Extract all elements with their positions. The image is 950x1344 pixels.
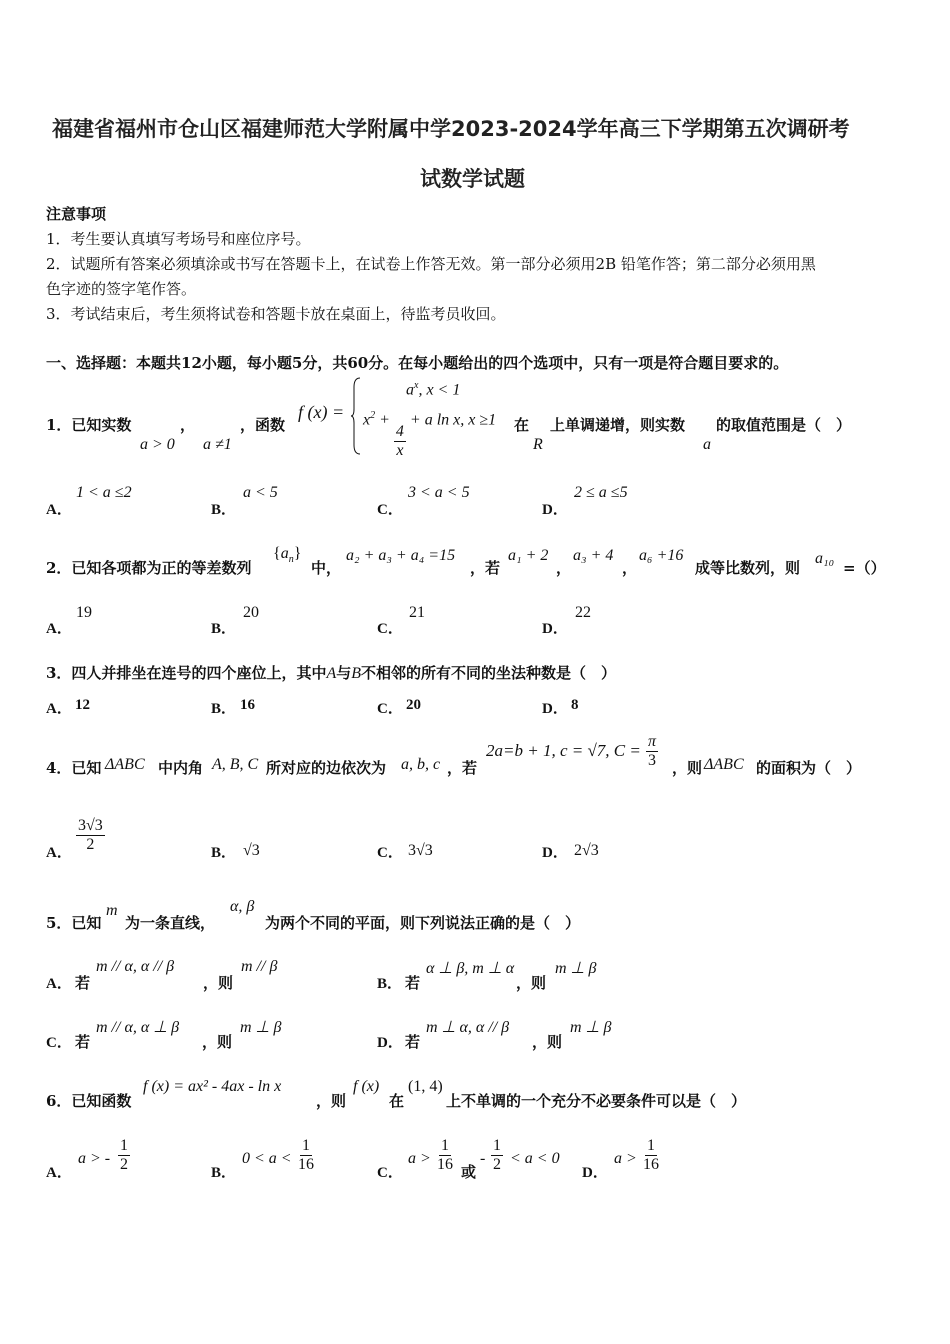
q4-option-b-label: B． xyxy=(211,845,237,861)
q2-option-a-label: A． xyxy=(46,621,72,637)
q4-sides: a, b, c xyxy=(401,756,441,773)
notice-item-2: 2．试题所有答案必须填涂或书写在答题卡上，在试卷上作答无效。第一部分必须用2B 铅笔作答；第二部分必须用黑 xyxy=(46,255,816,273)
q2-stem-e: =（） xyxy=(843,559,886,577)
q1-option-a: 1 < a ≤2 xyxy=(76,484,132,501)
q4-stem-e: ，则 xyxy=(672,759,703,777)
q6-option-b-label: B． xyxy=(211,1165,237,1181)
q5-option-c-res: m ⊥ β xyxy=(240,1019,282,1036)
q6-option-d-den: 16 xyxy=(643,1155,659,1173)
q5-planes: α, β xyxy=(230,898,255,915)
q2-ask: a₁₀ xyxy=(815,550,835,567)
q6-option-c-post2: < a < 0 xyxy=(510,1150,560,1167)
q4-angles: A, B, C xyxy=(212,756,259,773)
q2-option-c: 21 xyxy=(409,604,425,621)
q6-option-c-pre: a > xyxy=(408,1150,431,1167)
notice-item-3: 3．考试结束后，考生须将试卷和答题卡放在桌面上，待监考员收回。 xyxy=(46,305,506,323)
q2-stem-c: ，若 xyxy=(470,559,501,577)
q6-option-b-pre: 0 < a < xyxy=(242,1150,292,1167)
q5-option-c-if: 若 xyxy=(75,1033,91,1051)
q1-stem-b: ， xyxy=(180,416,196,434)
q1-option-c-label: C． xyxy=(377,502,403,518)
q1-case2-tail: + a ln x, x ≥1 xyxy=(405,411,497,429)
q1-stem-e: 上单调递增，则实数 xyxy=(550,416,686,434)
q1-option-d-label: D． xyxy=(542,502,568,518)
q4-stem-c: 所对应的边依次为 xyxy=(266,759,387,777)
q6-interval: (1, 4) xyxy=(408,1078,443,1095)
q4-stem-b: 中内角 xyxy=(158,759,204,777)
q6-option-a-num: 1 xyxy=(120,1137,128,1154)
q2-seq xyxy=(273,545,301,565)
page-title-line2: 试数学试题 xyxy=(420,167,525,191)
q5-option-c-then: ，则 xyxy=(202,1033,233,1051)
q5-option-b-then: ，则 xyxy=(516,974,547,992)
q1-case2-mid: + xyxy=(375,411,394,429)
q5-option-b-cond: α ⊥ β, m ⊥ α xyxy=(426,960,515,977)
q6-option-d-label: D． xyxy=(582,1165,608,1181)
q2-seq-base: a xyxy=(280,545,289,562)
q1-stem-f: 的取值范围是（ ） xyxy=(716,416,852,434)
notice-heading: 注意事项 xyxy=(46,205,107,223)
q6-option-a-frac xyxy=(118,1137,130,1173)
q1-case-2 xyxy=(363,410,496,460)
q4-tri: ΔABC xyxy=(105,756,145,773)
q2-stem-d: 成等比数列，则 xyxy=(695,559,801,577)
q3-option-a-label: A． xyxy=(46,701,72,717)
q2-term-3: a₆ +16 xyxy=(639,547,684,564)
q4-option-c: 3√3 xyxy=(408,842,433,859)
q6-option-c-frac2 xyxy=(491,1137,503,1173)
q5-option-d-cond: m ⊥ α, α // β xyxy=(426,1019,510,1036)
q2-option-d: 22 xyxy=(575,604,591,621)
q1-case2-exp: 2 xyxy=(370,410,376,421)
q5-option-a-label: A． xyxy=(46,976,72,992)
q4-cond-den: 3 xyxy=(648,751,656,769)
q5-option-d-label: D． xyxy=(377,1035,403,1051)
q1-option-d: 2 ≤ a ≤5 xyxy=(574,484,628,501)
q3-var-b: B xyxy=(351,665,362,682)
q1-option-b-label: B． xyxy=(211,502,237,518)
q4-stem-d: ，若 xyxy=(447,759,478,777)
q2-term-1: a₁ + 2 xyxy=(508,547,549,564)
q6-option-a-den: 2 xyxy=(120,1155,128,1173)
q3-stem-c: 不相邻的所有不同的坐法种数是（ ） xyxy=(361,664,617,682)
q1-case2-head: x xyxy=(363,411,371,429)
q5-option-d-if: 若 xyxy=(405,1033,421,1051)
q2-option-a: 19 xyxy=(76,604,92,621)
q4-option-a-frac xyxy=(76,817,105,853)
q6-option-b-num: 1 xyxy=(302,1137,310,1154)
q1-case2-num: 4 xyxy=(395,423,404,441)
q4-option-d: 2√3 xyxy=(574,842,599,859)
q6-fx2: f (x) xyxy=(353,1078,380,1095)
section-heading: 一、选择题：本题共12小题，每小题5分，共60分。在每小题给出的四个选项中，只有一项是符合题目要求的。 xyxy=(46,354,789,372)
q1-case-1 xyxy=(406,380,460,399)
q5-option-d-res: m ⊥ β xyxy=(570,1019,612,1036)
q4-option-a-label: A． xyxy=(46,845,72,861)
q1-case1-tail: , x < 1 xyxy=(418,381,461,399)
q2-comma-1: ， xyxy=(556,559,572,577)
q3-stem xyxy=(46,662,616,683)
q2-option-d-label: D． xyxy=(542,621,568,637)
q6-option-c-den2: 2 xyxy=(493,1155,501,1173)
q2-seq-brace-r: } xyxy=(293,545,302,562)
q6-option-c-num2: 1 xyxy=(493,1137,501,1154)
q6-option-c-frac xyxy=(435,1137,455,1173)
q3-option-c: 20 xyxy=(406,697,421,713)
q3-var-a: A xyxy=(326,665,337,682)
q5-stem-a: 5．已知 xyxy=(46,914,102,932)
q1-fx: f (x) = xyxy=(298,402,345,422)
q4-option-a-num: 3√3 xyxy=(78,817,103,834)
q6-option-d-num: 1 xyxy=(647,1137,655,1154)
q6-stem-c: 在 xyxy=(389,1092,405,1110)
q1-option-a-label: A． xyxy=(46,502,72,518)
q2-option-b: 20 xyxy=(243,604,259,621)
q6-fx: f (x) = ax² - 4ax - ln x xyxy=(143,1078,282,1095)
q6-option-d-frac xyxy=(641,1137,661,1173)
q3-option-c-label: C． xyxy=(377,701,403,717)
q5-option-c-label: C． xyxy=(46,1035,72,1051)
q4-option-b: √3 xyxy=(243,842,260,859)
q3-stem-a: 3．四人并排坐在连号的四个座位上，其中 xyxy=(46,664,327,682)
q1-stem-a: 1．已知实数 xyxy=(46,416,132,434)
q4-option-c-label: C． xyxy=(377,845,403,861)
q2-stem-a: 2．已知各项都为正的等差数列 xyxy=(46,559,252,577)
q1-case2-den: x xyxy=(396,441,404,459)
q5-var-m: m xyxy=(106,902,118,919)
q2-option-b-label: B． xyxy=(211,621,237,637)
q5-option-a-res: m // β xyxy=(241,958,278,975)
q1-stem-R: R xyxy=(533,436,543,453)
q5-stem-b: 为一条直线， xyxy=(125,914,216,932)
q3-option-a: 12 xyxy=(75,697,90,713)
q5-option-a-cond: m // α, α // β xyxy=(96,958,175,975)
q5-option-a-then: ，则 xyxy=(203,974,234,992)
q6-option-b-den: 16 xyxy=(298,1155,314,1173)
q4-tri2: ΔABC xyxy=(704,756,744,773)
page-title-line1: 福建省福州市仓山区福建师范大学附属中学2023-2024学年高三下学期第五次调研考 xyxy=(52,117,850,141)
q6-option-c-label: C． xyxy=(377,1165,403,1181)
q3-option-d: 8 xyxy=(571,697,579,713)
q1-stem-var: a xyxy=(703,436,711,453)
q4-stem-f: 的面积为（ ） xyxy=(756,759,862,777)
q3-stem-b: 与 xyxy=(336,664,352,682)
q6-stem-d: 上不单调的一个充分不必要条件可以是（ ） xyxy=(446,1092,747,1110)
q5-option-b-if: 若 xyxy=(405,974,421,992)
q1-option-c: 3 < a < 5 xyxy=(408,484,470,501)
q4-option-d-label: D． xyxy=(542,845,568,861)
q1-case1-exp: x xyxy=(414,380,419,391)
q2-term-2: a₃ + 4 xyxy=(573,547,614,564)
q4-cond-num: π xyxy=(648,733,657,750)
q2-stem-b: 中， xyxy=(311,559,342,577)
q4-stem-a: 4．已知 xyxy=(46,759,102,777)
q6-option-c-den: 16 xyxy=(437,1155,453,1173)
q2-comma-2: ， xyxy=(622,559,638,577)
q6-option-c-or: 或 xyxy=(461,1163,477,1181)
q6-option-a-label: A． xyxy=(46,1165,72,1181)
q2-eq: a₂ + a₃ + a₄ =15 xyxy=(346,547,456,564)
q5-option-b-res: m ⊥ β xyxy=(555,960,597,977)
q1-case2-frac xyxy=(394,423,406,459)
q1-cond-2: a ≠1 xyxy=(203,436,232,453)
q1-case1-base: a xyxy=(406,381,414,399)
q4-option-a-den: 2 xyxy=(86,835,95,853)
q5-stem-c: 为两个不同的平面，则下列说法正确的是（ ） xyxy=(265,914,581,932)
q1-brace xyxy=(351,377,361,455)
q3-option-d-label: D． xyxy=(542,701,568,717)
q5-option-b-label: B． xyxy=(377,976,403,992)
q6-stem-a: 6．已知函数 xyxy=(46,1092,132,1110)
q5-option-c-cond: m // α, α ⊥ β xyxy=(96,1019,180,1036)
q6-option-b-frac xyxy=(296,1137,316,1173)
q2-seq-brace-l: { xyxy=(273,545,281,562)
q2-option-c-label: C． xyxy=(377,621,403,637)
q5-option-a-if: 若 xyxy=(75,974,91,992)
q3-option-b: 16 xyxy=(240,697,255,713)
q4-cond: 2a=b + 1, c = √7, C = xyxy=(486,741,641,760)
notice-item-2-cont: 色字迹的签字笔作答。 xyxy=(46,280,197,298)
q2-seq-sub: n xyxy=(288,554,294,566)
q6-option-c-num: 1 xyxy=(441,1137,449,1154)
notice-item-1: 1．考生要认真填写考场号和座位序号。 xyxy=(46,230,311,248)
q5-option-d-then: ，则 xyxy=(532,1033,563,1051)
q1-cond-1: a > 0 xyxy=(140,436,175,453)
q1-stem-c: ，函数 xyxy=(240,416,286,434)
q6-stem-b: ，则 xyxy=(316,1092,347,1110)
q1-option-b: a < 5 xyxy=(243,484,278,501)
q3-option-b-label: B． xyxy=(211,701,237,717)
q6-option-c-pre2: - xyxy=(480,1150,486,1167)
q6-option-a-pre: a > - xyxy=(78,1150,111,1167)
q4-cond-frac xyxy=(646,733,658,769)
q6-option-d-pre: a > xyxy=(614,1150,637,1167)
q1-stem-d: 在 xyxy=(514,416,530,434)
